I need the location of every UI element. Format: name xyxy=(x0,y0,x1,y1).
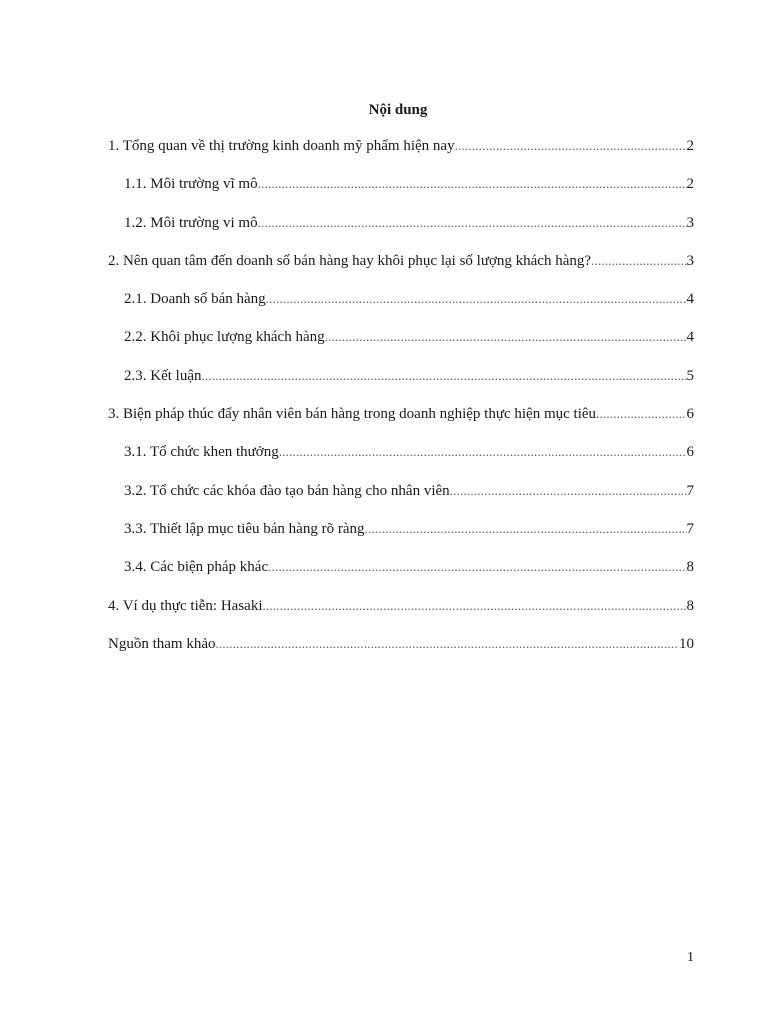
toc-dot-leader xyxy=(215,634,679,654)
toc-entry-page: 3 xyxy=(686,214,694,231)
toc-entry-page: 7 xyxy=(686,520,694,537)
toc-dot-leader xyxy=(450,481,687,501)
toc-entry-text: 4. Ví dụ thực tiễn: Hasaki xyxy=(108,597,263,614)
toc-entry-page: 8 xyxy=(686,559,694,576)
toc-entry-page: 4 xyxy=(686,329,694,346)
toc-dot-leader xyxy=(596,404,686,424)
toc-entry-text: 1.1. Môi trường vĩ mô xyxy=(124,176,258,193)
toc-entry[interactable] xyxy=(108,481,694,519)
toc-dot-leader xyxy=(266,289,687,309)
toc-entry-text: 1.2. Môi trường vi mô xyxy=(124,214,258,231)
page-number: 1 xyxy=(687,950,694,965)
toc-entry-page: 10 xyxy=(679,635,694,652)
toc-dot-leader xyxy=(201,366,686,386)
toc-entry[interactable] xyxy=(108,519,694,557)
toc-entry[interactable] xyxy=(108,289,694,327)
toc-entry-page: 4 xyxy=(686,291,694,308)
toc-entry-page: 6 xyxy=(686,444,694,461)
toc-entry[interactable] xyxy=(108,442,694,480)
toc-entry-page: 8 xyxy=(686,597,694,614)
toc-entry[interactable] xyxy=(108,596,694,634)
toc-dot-leader xyxy=(325,327,687,347)
toc-entry-text: 3. Biện pháp thúc đẩy nhân viên bán hàng trong doanh nghiệp thực hiện mục tiêu xyxy=(108,406,597,423)
toc-entry-text: 2.1. Doanh số bán hàng xyxy=(124,291,266,308)
toc-entry[interactable] xyxy=(108,557,694,595)
toc-entry[interactable] xyxy=(108,251,694,289)
toc-entry-page: 2 xyxy=(686,176,694,193)
toc-entry[interactable] xyxy=(108,327,694,365)
toc-dot-leader xyxy=(263,596,687,616)
toc-entry-text: 3.1. Tổ chức khen thưởng xyxy=(124,444,279,461)
toc-entry-text: 3.2. Tổ chức các khóa đào tạo bán hàng cho nhân viên xyxy=(124,482,450,499)
table-of-contents xyxy=(108,136,694,672)
toc-title: Nội dung xyxy=(368,102,428,118)
toc-entry-text: 1. Tổng quan về thị trường kinh doanh mỹ phẩm hiện nay xyxy=(108,138,455,154)
toc-entry[interactable] xyxy=(108,404,694,442)
toc-dot-leader xyxy=(268,557,686,577)
toc-entry[interactable] xyxy=(108,634,694,672)
toc-entry[interactable] xyxy=(108,213,694,251)
toc-entry-text: 2. Nên quan tâm đến doanh số bán hàng hay khôi phục lại số lượng khách hàng? xyxy=(108,252,592,269)
toc-entry-page: 2 xyxy=(686,138,694,154)
toc-dot-leader xyxy=(258,174,687,194)
toc-entry[interactable] xyxy=(108,366,694,404)
toc-entry-page: 5 xyxy=(686,367,694,384)
toc-entry-page: 3 xyxy=(686,252,694,269)
toc-dot-leader xyxy=(258,213,687,233)
toc-entry-text: 3.4. Các biện pháp khác xyxy=(124,559,269,576)
toc-dot-leader xyxy=(591,251,686,271)
toc-dot-leader xyxy=(455,136,687,156)
toc-entry-text: 3.3. Thiết lập mục tiêu bán hàng rõ ràng xyxy=(124,520,365,537)
toc-dot-leader xyxy=(279,442,687,462)
toc-entry-page: 7 xyxy=(686,482,694,499)
toc-dot-leader xyxy=(365,519,687,539)
toc-entry[interactable] xyxy=(108,136,694,174)
toc-entry-page: 6 xyxy=(686,406,694,423)
toc-entry-text: 2.3. Kết luận xyxy=(124,367,202,384)
toc-entry-text: 2.2. Khôi phục lượng khách hàng xyxy=(124,329,325,346)
toc-entry-text: Nguồn tham khảo xyxy=(108,635,216,652)
toc-entry[interactable] xyxy=(108,174,694,212)
